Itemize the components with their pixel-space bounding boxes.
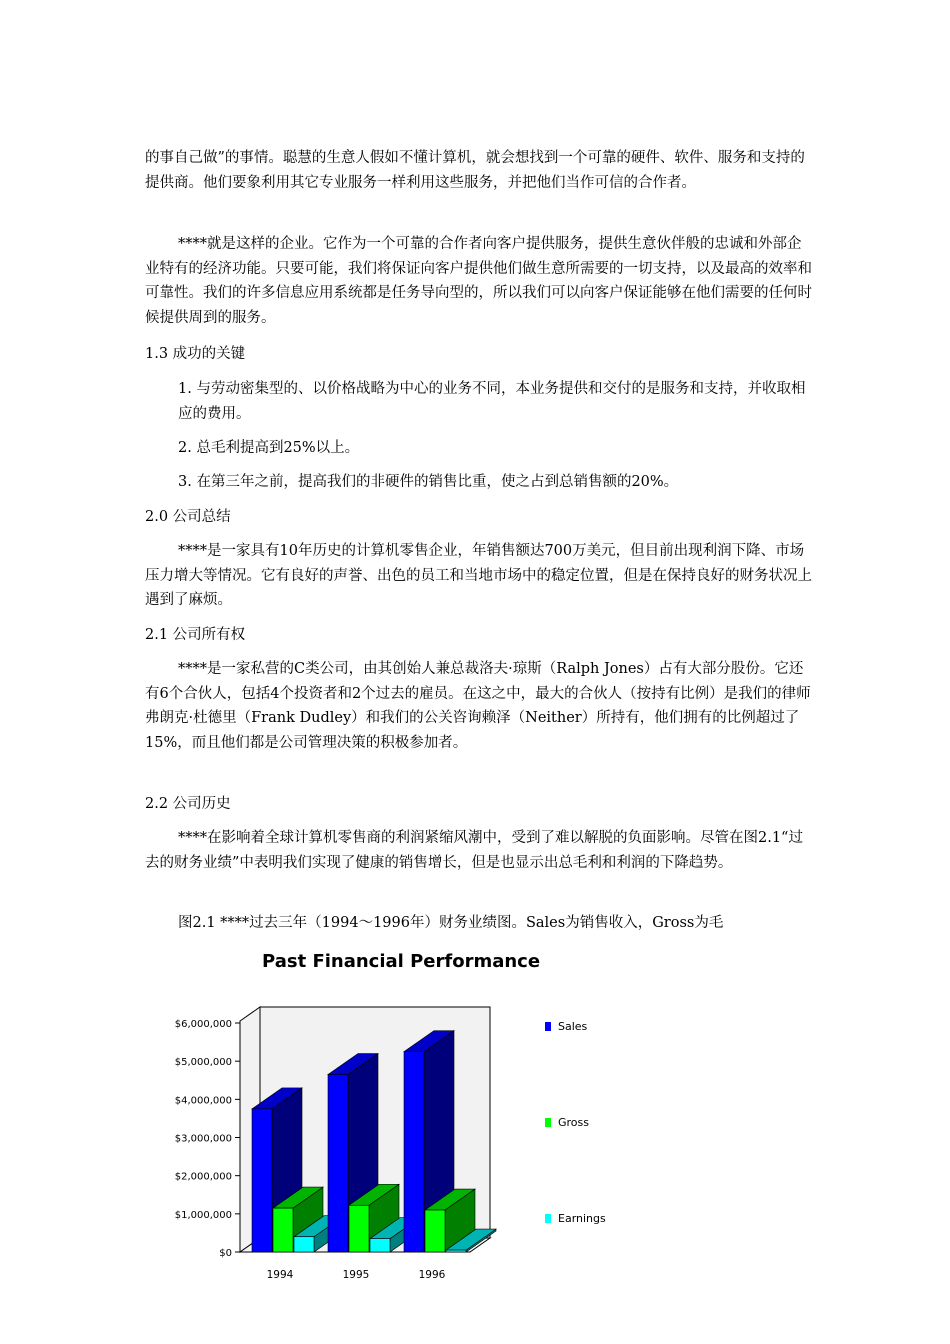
legend-swatch-earnings (545, 1214, 551, 1223)
bar-gross (273, 1208, 293, 1252)
y-tick-label: $0 (219, 1248, 232, 1259)
legend-swatch-sales (545, 1022, 551, 1031)
x-tick-label: 1995 (342, 1269, 370, 1281)
financial-performance-chart (160, 945, 660, 1290)
heading-2-2: 2.2 公司历史 (145, 796, 231, 812)
bar-earnings (446, 1250, 466, 1252)
bar-earnings (294, 1237, 314, 1252)
heading-1-3: 1.3 成功的关键 (145, 346, 246, 362)
y-tick-label: $1,000,000 (174, 1209, 232, 1221)
figure-caption: 图2.1 ****过去三年（1994～1996年）财务业绩图。Sales为销售收入，Gross为毛 (178, 915, 724, 931)
bar-sales (328, 1075, 348, 1252)
y-tick-label: $3,000,000 (174, 1133, 232, 1145)
heading-2-1: 2.1 公司所有权 (145, 627, 246, 643)
legend-label-sales: Sales (558, 1020, 588, 1033)
list-item-1: 1. 与劳动密集型的、以价格战略为中心的业务不同，本业务提供和交付的是服务和支持，并收取相应的费用。 (178, 381, 806, 422)
list-item-2: 2. 总毛利提高到25%以上。 (178, 440, 360, 456)
y-tick-label: $6,000,000 (174, 1019, 232, 1030)
paragraph-company-service: ****就是这样的企业。它作为一个可靠的合作者向客户提供服务，提供生意伙伴般的忠诚和外部企业特有的经济功能。只要可能，我们将保证向客户提供他们做生意所需要的一切支持，以及最高的效率和可靠性。我们的许多信息应用系统都是任务导向型的，所以我们可以向客户保证能够在他们需要的任何时候提供周到的服务。 (145, 236, 812, 326)
paragraph-ownership: ****是一家私营的C类公司，由其创始人兼总裁洛夫·琼斯（Ralph Jones）占有大部分股份。它还有6个合伙人，包括4个投资者和2个过去的雇员。在这之中，最大的合伙人（按持有比例）是我们的律师弗朗克·杜德里（Frank Dudley）和我们的公关咨询赖泽（Neither）所持有，他们拥有的比例超过了15%，而且他们都是公司管理决策的积极参加者。 (145, 661, 811, 751)
bar-sales (252, 1109, 272, 1252)
y-tick-label: $4,000,000 (174, 1095, 232, 1107)
bar-gross (349, 1205, 369, 1252)
chart-canvas (160, 945, 660, 1290)
list-item-3: 3. 在第三年之前，提高我们的非硬件的销售比重，使之占到总销售额的20%。 (178, 474, 679, 490)
paragraph-continued: 的事自己做”的事情。聪慧的生意人假如不懂计算机，就会想找到一个可靠的硬件、软件、服务和支持的提供商。他们要象利用其它专业服务一样利用这些服务，并把他们当作可信的合作者。 (145, 150, 805, 191)
paragraph-history: ****在影响着全球计算机零售商的利润紧缩风潮中，受到了难以解脱的负面影响。尽管在图2.1“过去的财务业绩”中表明我们实现了健康的销售增长，但是也显示出总毛利和利润的下降趋势。 (145, 830, 803, 871)
legend-label-earnings: Earnings (558, 1212, 606, 1225)
legend-swatch-gross (545, 1118, 551, 1127)
y-tick-label: $2,000,000 (174, 1171, 232, 1183)
legend-label-gross: Gross (558, 1116, 589, 1129)
bar-gross (425, 1210, 445, 1252)
y-tick-label: $5,000,000 (174, 1057, 232, 1069)
x-tick-label: 1996 (418, 1269, 446, 1281)
paragraph-company-summary: ****是一家具有10年历史的计算机零售企业，年销售额达700万美元，但目前出现利润下降、市场压力增大等情况。它有良好的声誉、出色的员工和当地市场中的稳定位置，但是在保持良好的财务状况上遇到了麻烦。 (145, 543, 812, 608)
heading-2-0: 2.0 公司总结 (145, 509, 231, 525)
bar-sales (404, 1052, 424, 1252)
bar-earnings (370, 1239, 390, 1252)
chart-title: Past Financial Performance (262, 951, 541, 972)
x-tick-label: 1994 (266, 1269, 294, 1281)
